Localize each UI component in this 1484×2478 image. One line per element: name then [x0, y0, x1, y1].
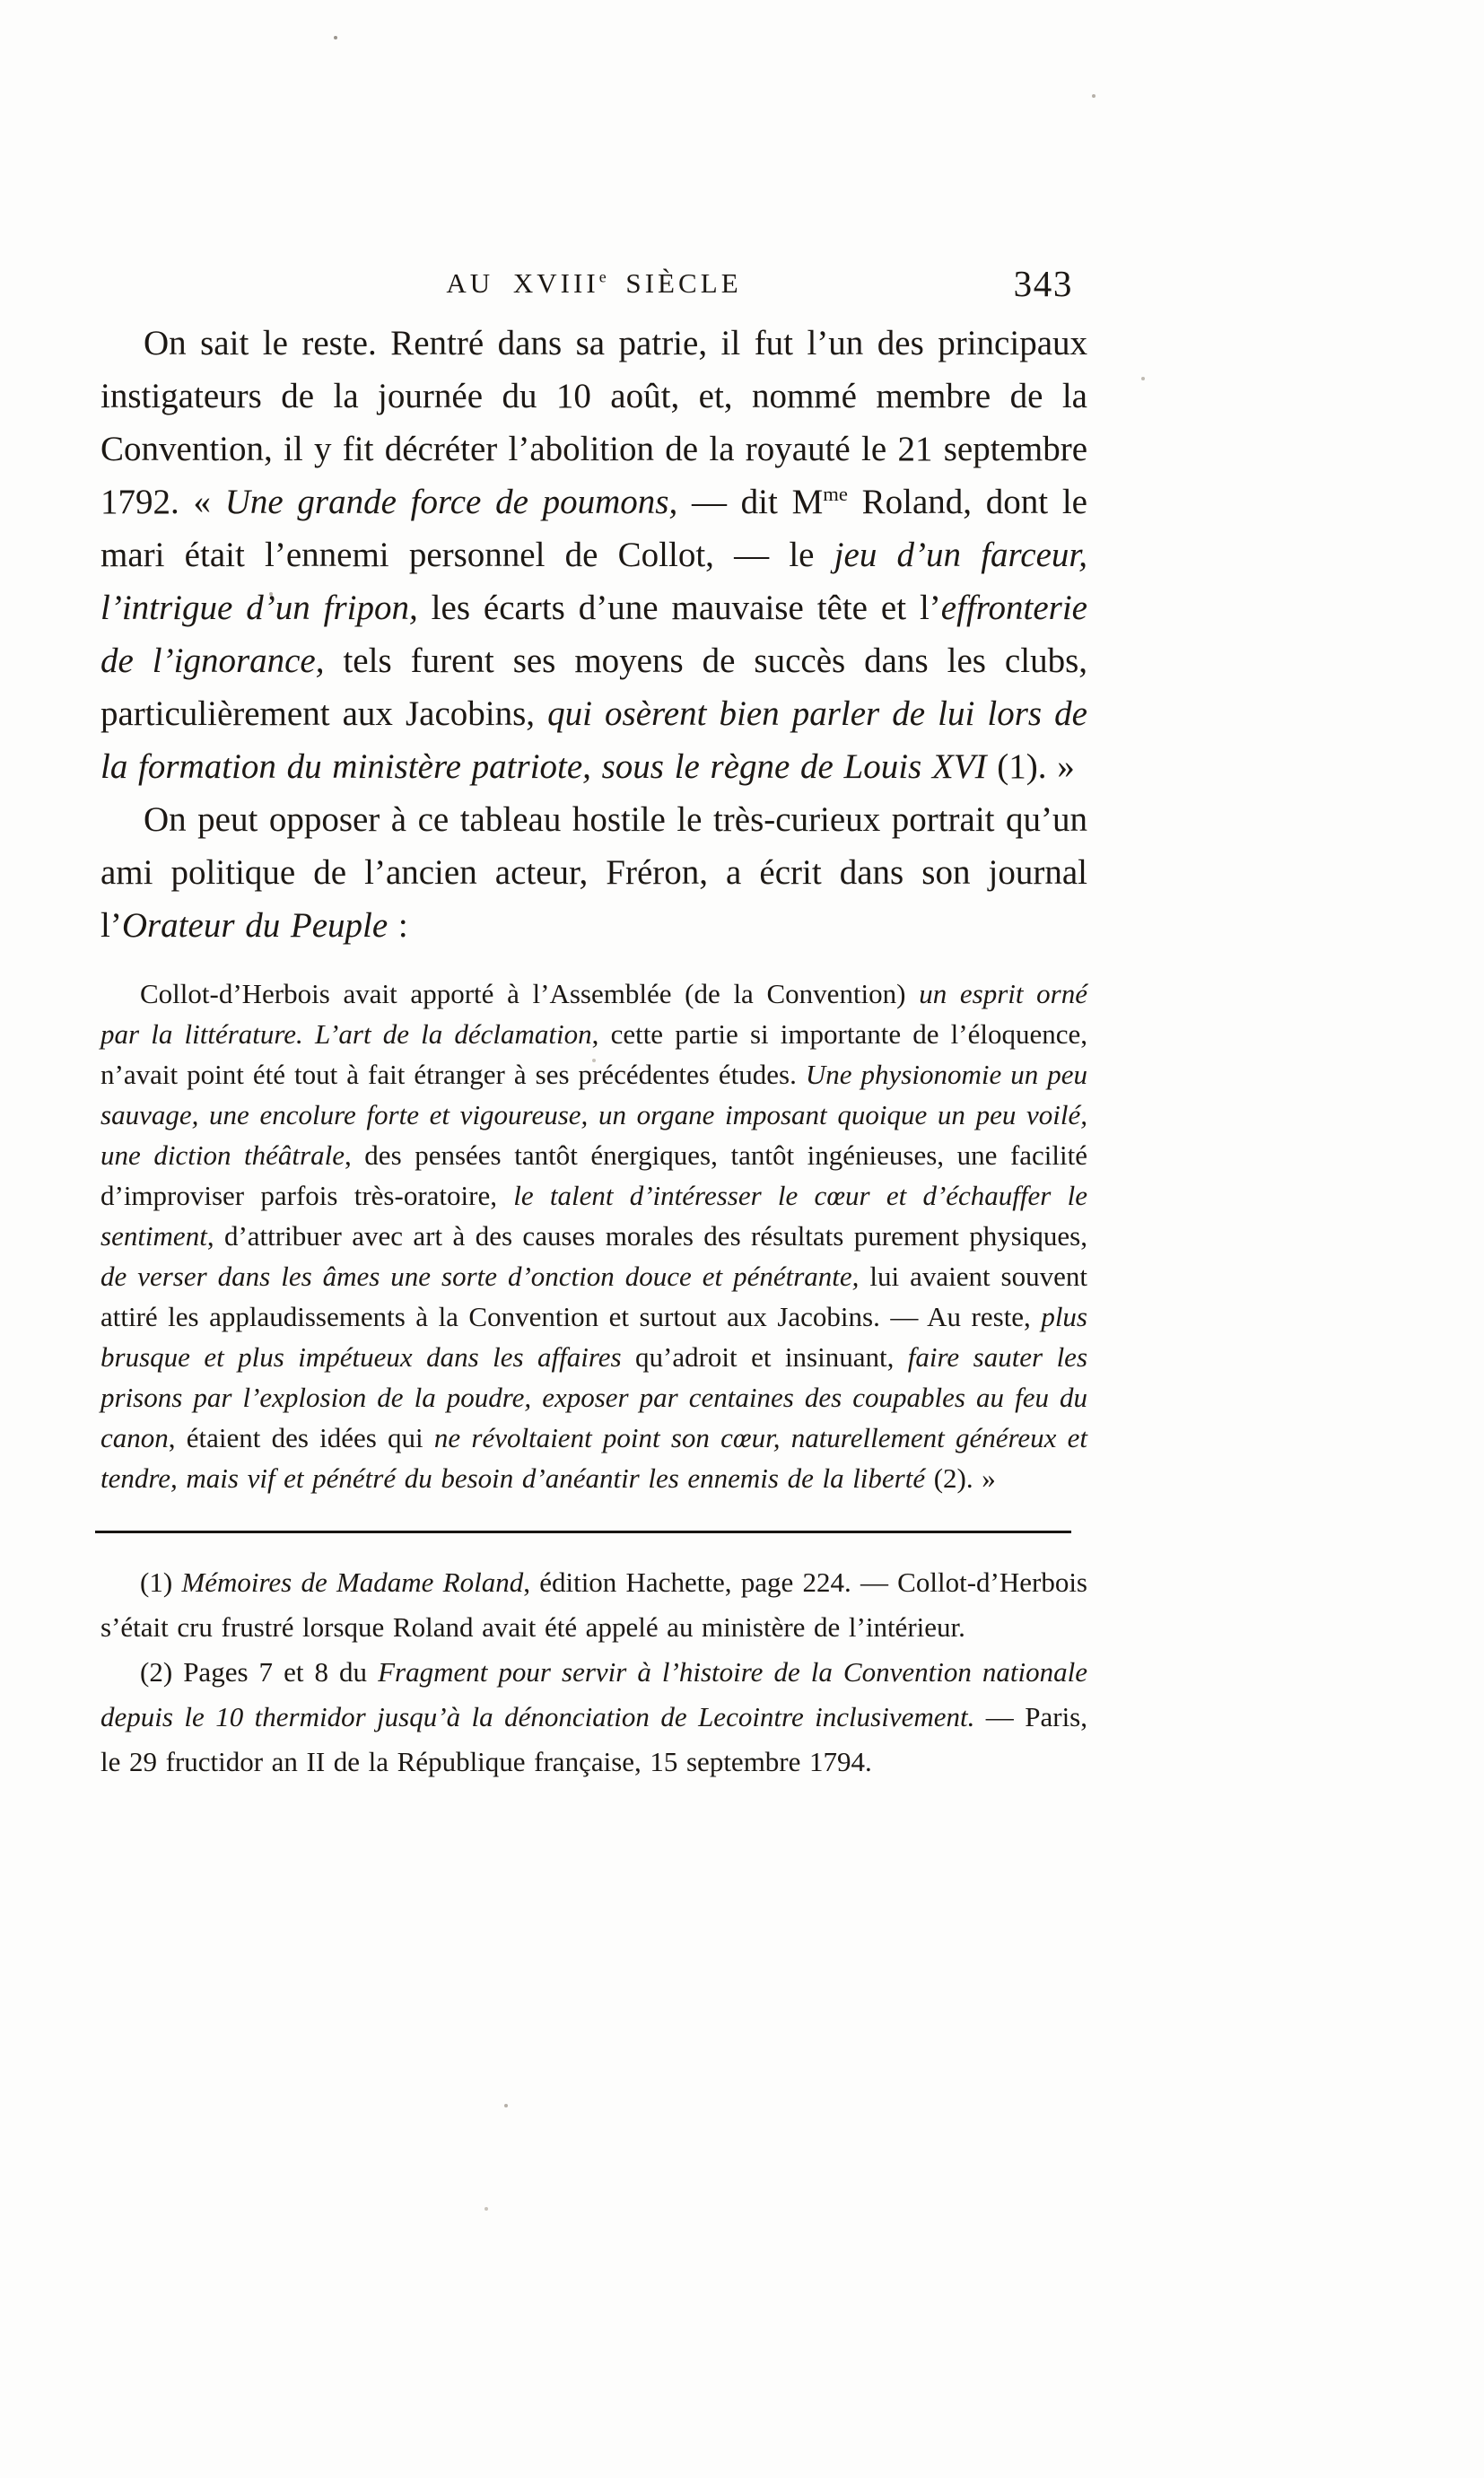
italic-text-run: Mémoires de Madame Roland [181, 1566, 524, 1598]
italic-text-run: le talent d’intéresser le cœur et d’échauffer le sentiment [100, 1180, 1087, 1252]
text-run: , cette partie si importante de l’éloquence, n’avait point été tout à fait étranger à ses précédentes études. [100, 1018, 1087, 1090]
paragraph-2 [100, 793, 1087, 952]
italic-text-run: jeu d’un farceur, l’intrigue d’un fripon, [100, 536, 1087, 627]
text-run: Roland, dont le mari était l’ennemi personnel de Collot, — le [100, 483, 1087, 574]
text-run: tels furent ses moyens de succès dans les clubs, particulièrement aux Jacobins, [100, 641, 1088, 733]
text-run: AU XVIII [446, 267, 599, 299]
italic-text-run: plus brusque et plus impétueux dans les affaires [100, 1301, 1087, 1373]
text-run: les écarts d’une mauvaise tête et l’ [417, 589, 941, 627]
text-run: (1) [140, 1566, 182, 1598]
italic-text-run: faire sauter les prisons par l’explosion de la poudre, exposer par centaines des coupables au feu du canon [100, 1341, 1088, 1453]
text-run: qu’adroit et insinuant, [621, 1341, 908, 1373]
page-content [100, 317, 1087, 1784]
text-run: Collot-d’Herbois avait apporté à l’Assemblée (de la Convention) [140, 978, 920, 1009]
text-run: (2) Pages 7 et 8 du [140, 1656, 379, 1688]
italic-text-run: effronterie de l’ignorance, [100, 589, 1087, 680]
italic-text-run: Une physionomie un peu sauvage, une encolure forte et vigoureuse, un organe imposant quoique un peu voilé, une diction théâtrale [100, 1059, 1087, 1171]
text-run: (1). » [986, 747, 1075, 786]
italic-text-run: ne révoltaient point son cœur, naturellement généreux et tendre, mais vif et pénétré du besoin d’anéantir les ennemis de la liberté [100, 1422, 1087, 1494]
text-run: : [388, 906, 408, 945]
block-quote [100, 973, 1087, 1498]
text-run: , étaient des idées qui [168, 1422, 434, 1453]
scan-speck [334, 36, 337, 39]
text-run: — Paris, le 29 fructidor an II de la République française, 15 septembre 1794. [100, 1701, 1087, 1777]
text-run: SIÈCLE [606, 267, 742, 299]
superscript-run: me [823, 483, 848, 505]
footnotes [100, 1560, 1087, 1784]
italic-text-run: Fragment pour servir à l’histoire de la Convention nationale depuis le 10 thermidor jusqu’à la dénonciation de Lecointre inclusivement. [100, 1656, 1087, 1732]
superscript-run: e [598, 267, 607, 286]
paragraph-1 [100, 317, 1087, 793]
footnote-2 [100, 1650, 1087, 1784]
text-run: , des pensées tantôt énergiques, tantôt ingénieuses, une facilité d’improviser parfois très-oratoire, [100, 1139, 1088, 1211]
text-run: — dit M [677, 483, 824, 521]
page-header [100, 260, 1087, 307]
italic-text-run: de verser dans les âmes une sorte d’onction douce et pénétrante, [100, 1261, 860, 1292]
footnote-1 [100, 1560, 1087, 1650]
italic-text-run: qui osèrent bien parler de lui lors de la formation du ministère patriote, sous le règne de Louis XVI [100, 694, 1087, 786]
text-run: , d’attribuer avec art à des causes morales des résultats purement physiques, [206, 1220, 1087, 1252]
text-run: lui avaient souvent attiré les applaudissements à la Convention et surtout aux Jacobins. — Au reste, [100, 1261, 1087, 1332]
italic-text-run: Une grande force de poumons, [224, 483, 678, 521]
text-run: , édition Hachette, page 224. — Collot-d’Herbois s’était cru frustré lorsque Roland avait été appelé au ministère de l’intérieur. [100, 1566, 1087, 1643]
page-number: 343 [1013, 263, 1073, 304]
text-run: On sait le reste. Rentré dans sa patrie, il fut l’un des principaux instigateurs de la journée du 10 août, et, nommé membre de la Convention, il y fit décréter l’abolition de la royauté le 21 septembre 1792. « [100, 324, 1087, 521]
running-title [100, 260, 1087, 307]
italic-text-run: Orateur du Peuple [121, 906, 388, 945]
italic-text-run: un esprit orné par la littérature. L’art de la déclamation [100, 978, 1088, 1050]
text-run: (2). » [925, 1462, 996, 1494]
text-run: On peut opposer à ce tableau hostile le très-curieux portrait qu’un ami politique de l’ancien acteur, Fréron, a écrit dans son journal l’ [100, 800, 1087, 945]
footnote-separator-rule [95, 1531, 1071, 1533]
